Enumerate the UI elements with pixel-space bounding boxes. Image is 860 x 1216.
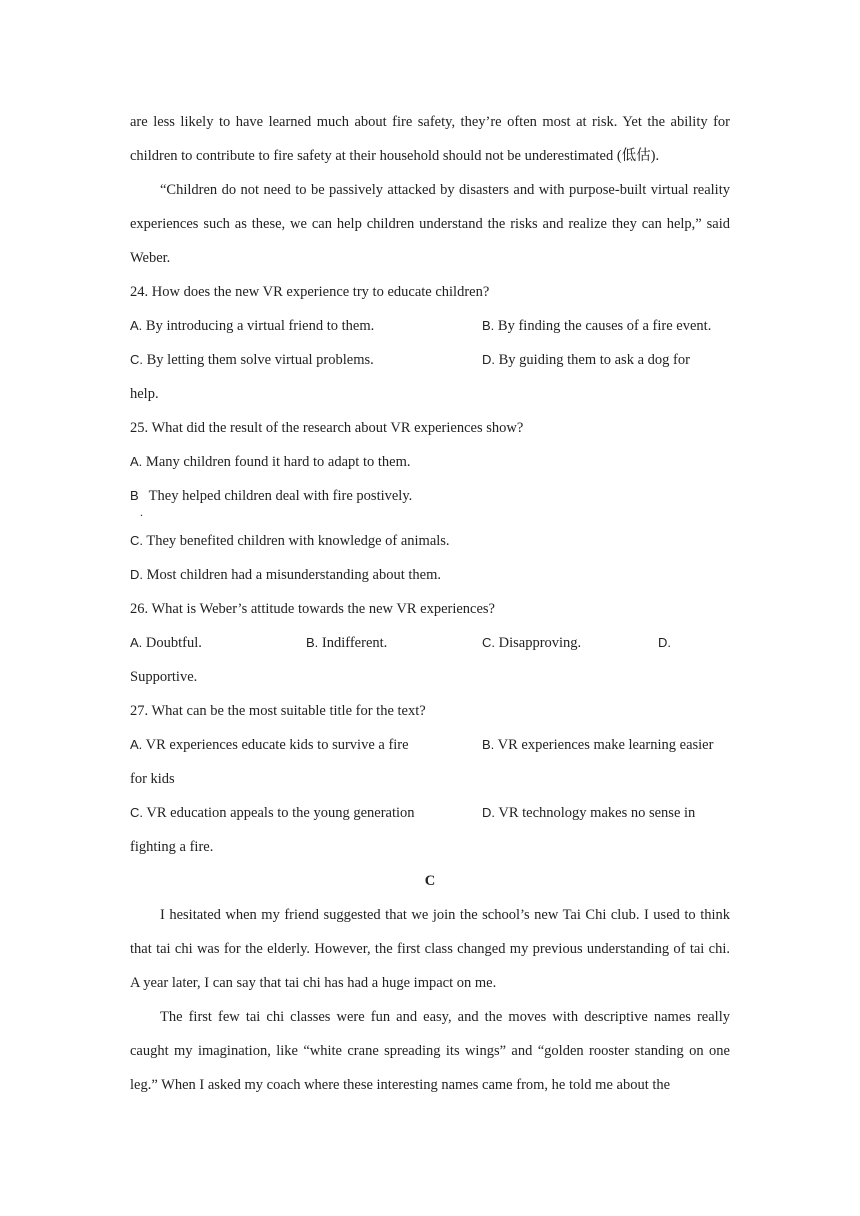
option-24-c: C. By letting them solve virtual problems. — [130, 352, 374, 368]
option-25-a: A. Many children found it hard to adapt to them. — [130, 454, 411, 470]
passage-b-paragraph-1: are less likely to have learned much about fire safety, they’re often most at risk. Yet the ability for children to contribute to fire safety at their household should not be underestimated (低估). — [130, 114, 730, 164]
option-27-d-continued: fighting a fire. — [130, 839, 214, 855]
option-27-b-continued: for kids — [130, 771, 175, 787]
option-25-c: C. They benefited children with knowledge of animals. — [130, 533, 450, 549]
option-26-b: B. Indifferent. — [306, 635, 388, 651]
passage-c-paragraph-2: The first few tai chi classes were fun and easy, and the moves with descriptive names really caught my imagination, like “white crane spreading its wings” and “golden rooster standing on one leg.” When I asked my coach where these interesting names came from, he told me about the — [130, 1009, 730, 1093]
question-24-options-cd — [130, 343, 730, 377]
question-24-options-ab — [130, 309, 730, 343]
question-27-stem: 27. What can be the most suitable title for the text? — [130, 703, 426, 719]
option-24-d-continued: help. — [130, 386, 159, 402]
question-27-options-cd — [130, 796, 730, 830]
question-27-options-ab — [130, 728, 730, 762]
option-24-a: A. By introducing a virtual friend to them. — [130, 318, 375, 334]
option-24-b: B. By finding the causes of a fire event. — [482, 318, 712, 334]
question-24-stem: 24. How does the new VR experience try to educate children? — [130, 284, 490, 300]
document-page — [130, 105, 730, 1102]
option-25-b: B They helped children deal with fire postively. . — [130, 479, 730, 524]
option-26-a: A. Doubtful. — [130, 635, 202, 651]
option-26-d: D. — [658, 635, 671, 650]
option-27-b: B. VR experiences make learning easier — [482, 737, 714, 753]
question-25-stem: 25. What did the result of the research about VR experiences show? — [130, 420, 524, 436]
stray-dot: . — [140, 505, 143, 519]
question-26-options — [130, 626, 730, 660]
passage-c-heading: C — [424, 873, 436, 889]
question-26-stem: 26. What is Weber’s attitude towards the new VR experiences? — [130, 601, 495, 617]
option-27-d: D. VR technology makes no sense in — [482, 805, 696, 821]
option-27-a: A. VR experiences educate kids to survive a fire — [130, 737, 409, 753]
option-24-d: D. By guiding them to ask a dog for — [482, 352, 690, 368]
option-27-c: C. VR education appeals to the young generation — [130, 805, 415, 821]
passage-b-paragraph-2: “Children do not need to be passively attacked by disasters and with purpose-built virtual reality experiences such as these, we can help children understand the risks and realize they can help,” said Weber. — [130, 182, 730, 266]
option-26-d-continued: Supportive. — [130, 669, 198, 685]
option-25-d: D. Most children had a misunderstanding about them. — [130, 567, 442, 583]
passage-c-paragraph-1: I hesitated when my friend suggested that we join the school’s new Tai Chi club. I used to think that tai chi was for the elderly. However, the first class changed my previous understanding of tai chi. A year later, I can say that tai chi has had a huge impact on me. — [130, 907, 730, 991]
option-26-c: C. Disapproving. — [482, 635, 582, 651]
